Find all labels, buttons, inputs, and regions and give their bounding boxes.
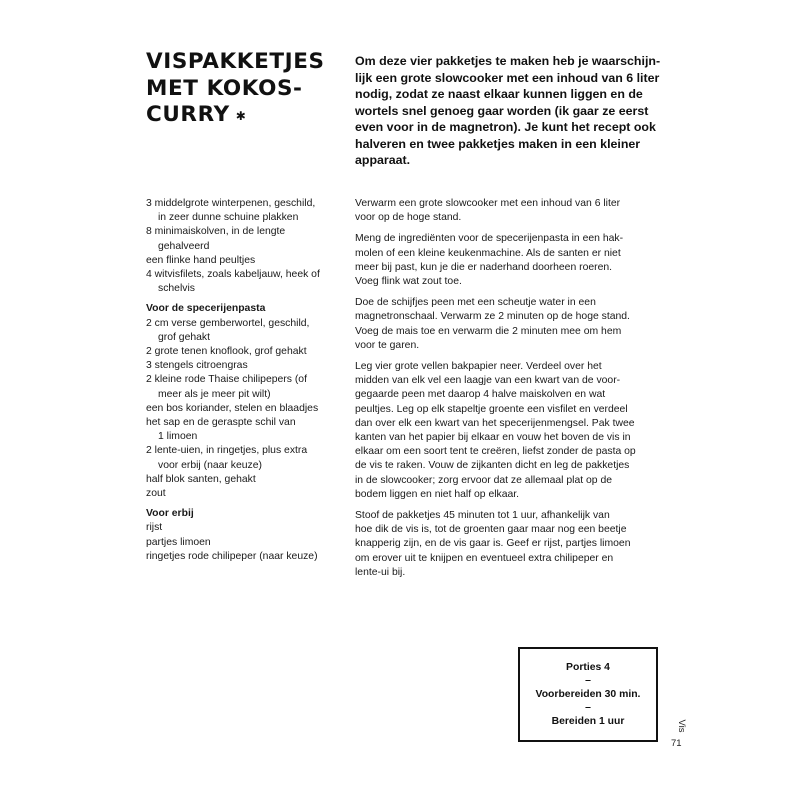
ingredient-line: ringetjes rode chilipeper (naar keuze) [146, 550, 318, 562]
prep-time-label: Voorbereiden 30 min. [535, 688, 641, 700]
paste-heading: Voor de specerijenpasta [146, 303, 266, 315]
portions-label: Porties 4 [566, 661, 610, 673]
method-line: voor op de hoge stand. [355, 212, 462, 224]
method-paragraph [355, 197, 675, 225]
serve-heading: Voor erbij [146, 508, 194, 520]
intro-line: even voor in de magnetron). Je kunt het recept ook [355, 120, 656, 134]
ingredient-line: 3 middelgrote winterpenen, geschild, [146, 198, 316, 209]
intro-line: lijk een grote slowcooker met een inhoud van 6 liter [355, 70, 660, 85]
ingredient-line: 8 minimaiskolven, in de lengte [146, 226, 286, 238]
ingredient-line: een bos koriander, stelen en blaadjes [146, 402, 319, 414]
ingredient-line: half blok santen, gehakt [146, 473, 256, 485]
ingredient-line: rijst [146, 522, 163, 534]
method-line: Stoof de pakketjes 45 minuten tot 1 uur, afhankelijk van [355, 510, 610, 522]
info-divider: – [585, 675, 591, 687]
ingredient-line: in zeer dunne schuine plakken [158, 212, 299, 224]
method-line: Voeg flink wat zout toe. [355, 276, 462, 288]
info-box [518, 647, 658, 742]
intro-line: nodig, zodat ze naast elkaar kunnen liggen en de [355, 87, 643, 101]
method-line: bodem liggen en niet half op elkaar. [355, 488, 520, 500]
ingredient-line: 2 lente-uien, in ringetjes, plus extra [146, 445, 308, 457]
method-line: Leg vier grote vellen bakpapier neer. Verdeel over het [355, 361, 602, 373]
ingredient-line: 1 limoen [158, 431, 198, 443]
ingredients-list [146, 197, 351, 564]
ingredient-line: 2 cm verse gemberwortel, geschild, [146, 317, 310, 329]
method-line: peultjes. Leg op elk stapeltje groente een visfilet en verdeel [355, 403, 628, 415]
method-line: in de slowcooker; zorg ervoor dat ze allemaal plat op de [355, 474, 613, 486]
method-line: om erover uit te knijpen en eventueel extra chilipeper en [355, 552, 614, 564]
method-line: de vis te raken. Vouw de zijkanten dicht en leg de pakketjes [355, 460, 630, 472]
title-line: VISPAKKETJES [146, 49, 325, 74]
method-line: gegaarde peen met daarop 4 halve maiskolven en wat [355, 389, 606, 401]
method-paragraph [355, 232, 675, 289]
ingredient-line: meer als je meer pit wilt) [158, 388, 271, 400]
ingredient-line: gehalveerd [158, 240, 210, 252]
ingredient-line: een flinke hand peultjes [146, 254, 256, 266]
intro-line: halveren en twee pakketjes maken in een kleiner [355, 136, 641, 151]
method-line: kanten van het papier bij elkaar en vouw het boven de vis in [355, 432, 631, 444]
method-line: dan over elk een kwart van het specerijenmengsel. Pak twee [355, 417, 635, 429]
ingredient-line: 4 witvisfilets, zoals kabeljauw, heek of [146, 269, 320, 281]
recipe-title [146, 49, 346, 130]
method-line: midden van elk vel een laagje van een kwart van de voor- [355, 375, 621, 387]
ingredient-line: 3 stengels citroengras [146, 360, 248, 372]
recipe-intro [355, 53, 675, 169]
method-line: Verwarm een grote slowcooker met een inhoud van 6 liter [355, 198, 621, 209]
info-divider: – [585, 702, 591, 714]
cook-time-label: Bereiden 1 uur [551, 715, 625, 727]
method-line: Meng de ingrediënten voor de specerijenpasta in een hak- [355, 233, 624, 245]
ingredient-line: 2 kleine rode Thaise chilipepers (of [146, 374, 307, 386]
ingredients-serve [146, 521, 351, 564]
method-line: lente-ui bij. [355, 566, 406, 578]
ingredient-line: zout [146, 488, 166, 500]
ingredient-line: het sap en de geraspte schil van [146, 417, 296, 429]
intro-line: apparaat. [355, 153, 411, 167]
method-line: voor te garen. [355, 339, 420, 351]
title-line: MET KOKOS- [146, 75, 303, 101]
ingredients-main [146, 197, 351, 296]
ingredient-line: schelvis [158, 283, 195, 295]
method-steps [355, 197, 675, 587]
method-line: meer bij past, kun je die er naderhand doorheen roeren. [355, 261, 613, 273]
method-line: knapperig zijn, en de vis gaar is. Geef er rijst, partjes limoen [355, 538, 631, 550]
title-line: CURRY ✱ [146, 102, 246, 127]
method-line: molen of een kleine keukenmachine. Als de santen er niet [355, 247, 621, 259]
method-line: Doe de schijfjes peen met een scheutje water in een [355, 297, 596, 309]
ingredients-paste [146, 317, 351, 502]
method-paragraph [355, 360, 675, 502]
ingredient-line: voor erbij (naar keuze) [158, 459, 262, 471]
method-line: elkaar om een soort tent te creëren, liefst zonder de pasta op [355, 446, 636, 458]
intro-line: Om deze vier pakketjes te maken heb je waarschijn- [355, 54, 661, 68]
method-paragraph [355, 509, 675, 580]
ingredient-line: grof gehakt [158, 331, 210, 343]
snowflake-icon: ✱ [235, 109, 246, 123]
method-paragraph [355, 296, 675, 353]
section-label: Vis [676, 719, 687, 733]
ingredient-line: partjes limoen [146, 536, 211, 548]
method-line: hoe dik de vis is, tot de groenten gaar maar nog een beetje [355, 524, 627, 536]
intro-line: wortels snel genoeg gaar worden (ik gaar ze eerst [355, 103, 649, 118]
method-line: magnetronschaal. Verwarm ze 2 minuten op de hoge stand. [355, 311, 630, 323]
ingredient-line: 2 grote tenen knoflook, grof gehakt [146, 346, 307, 358]
page-number: 71 [671, 738, 682, 749]
method-line: Voeg de mais toe en verwarm die 2 minuten mee om hem [355, 325, 622, 337]
